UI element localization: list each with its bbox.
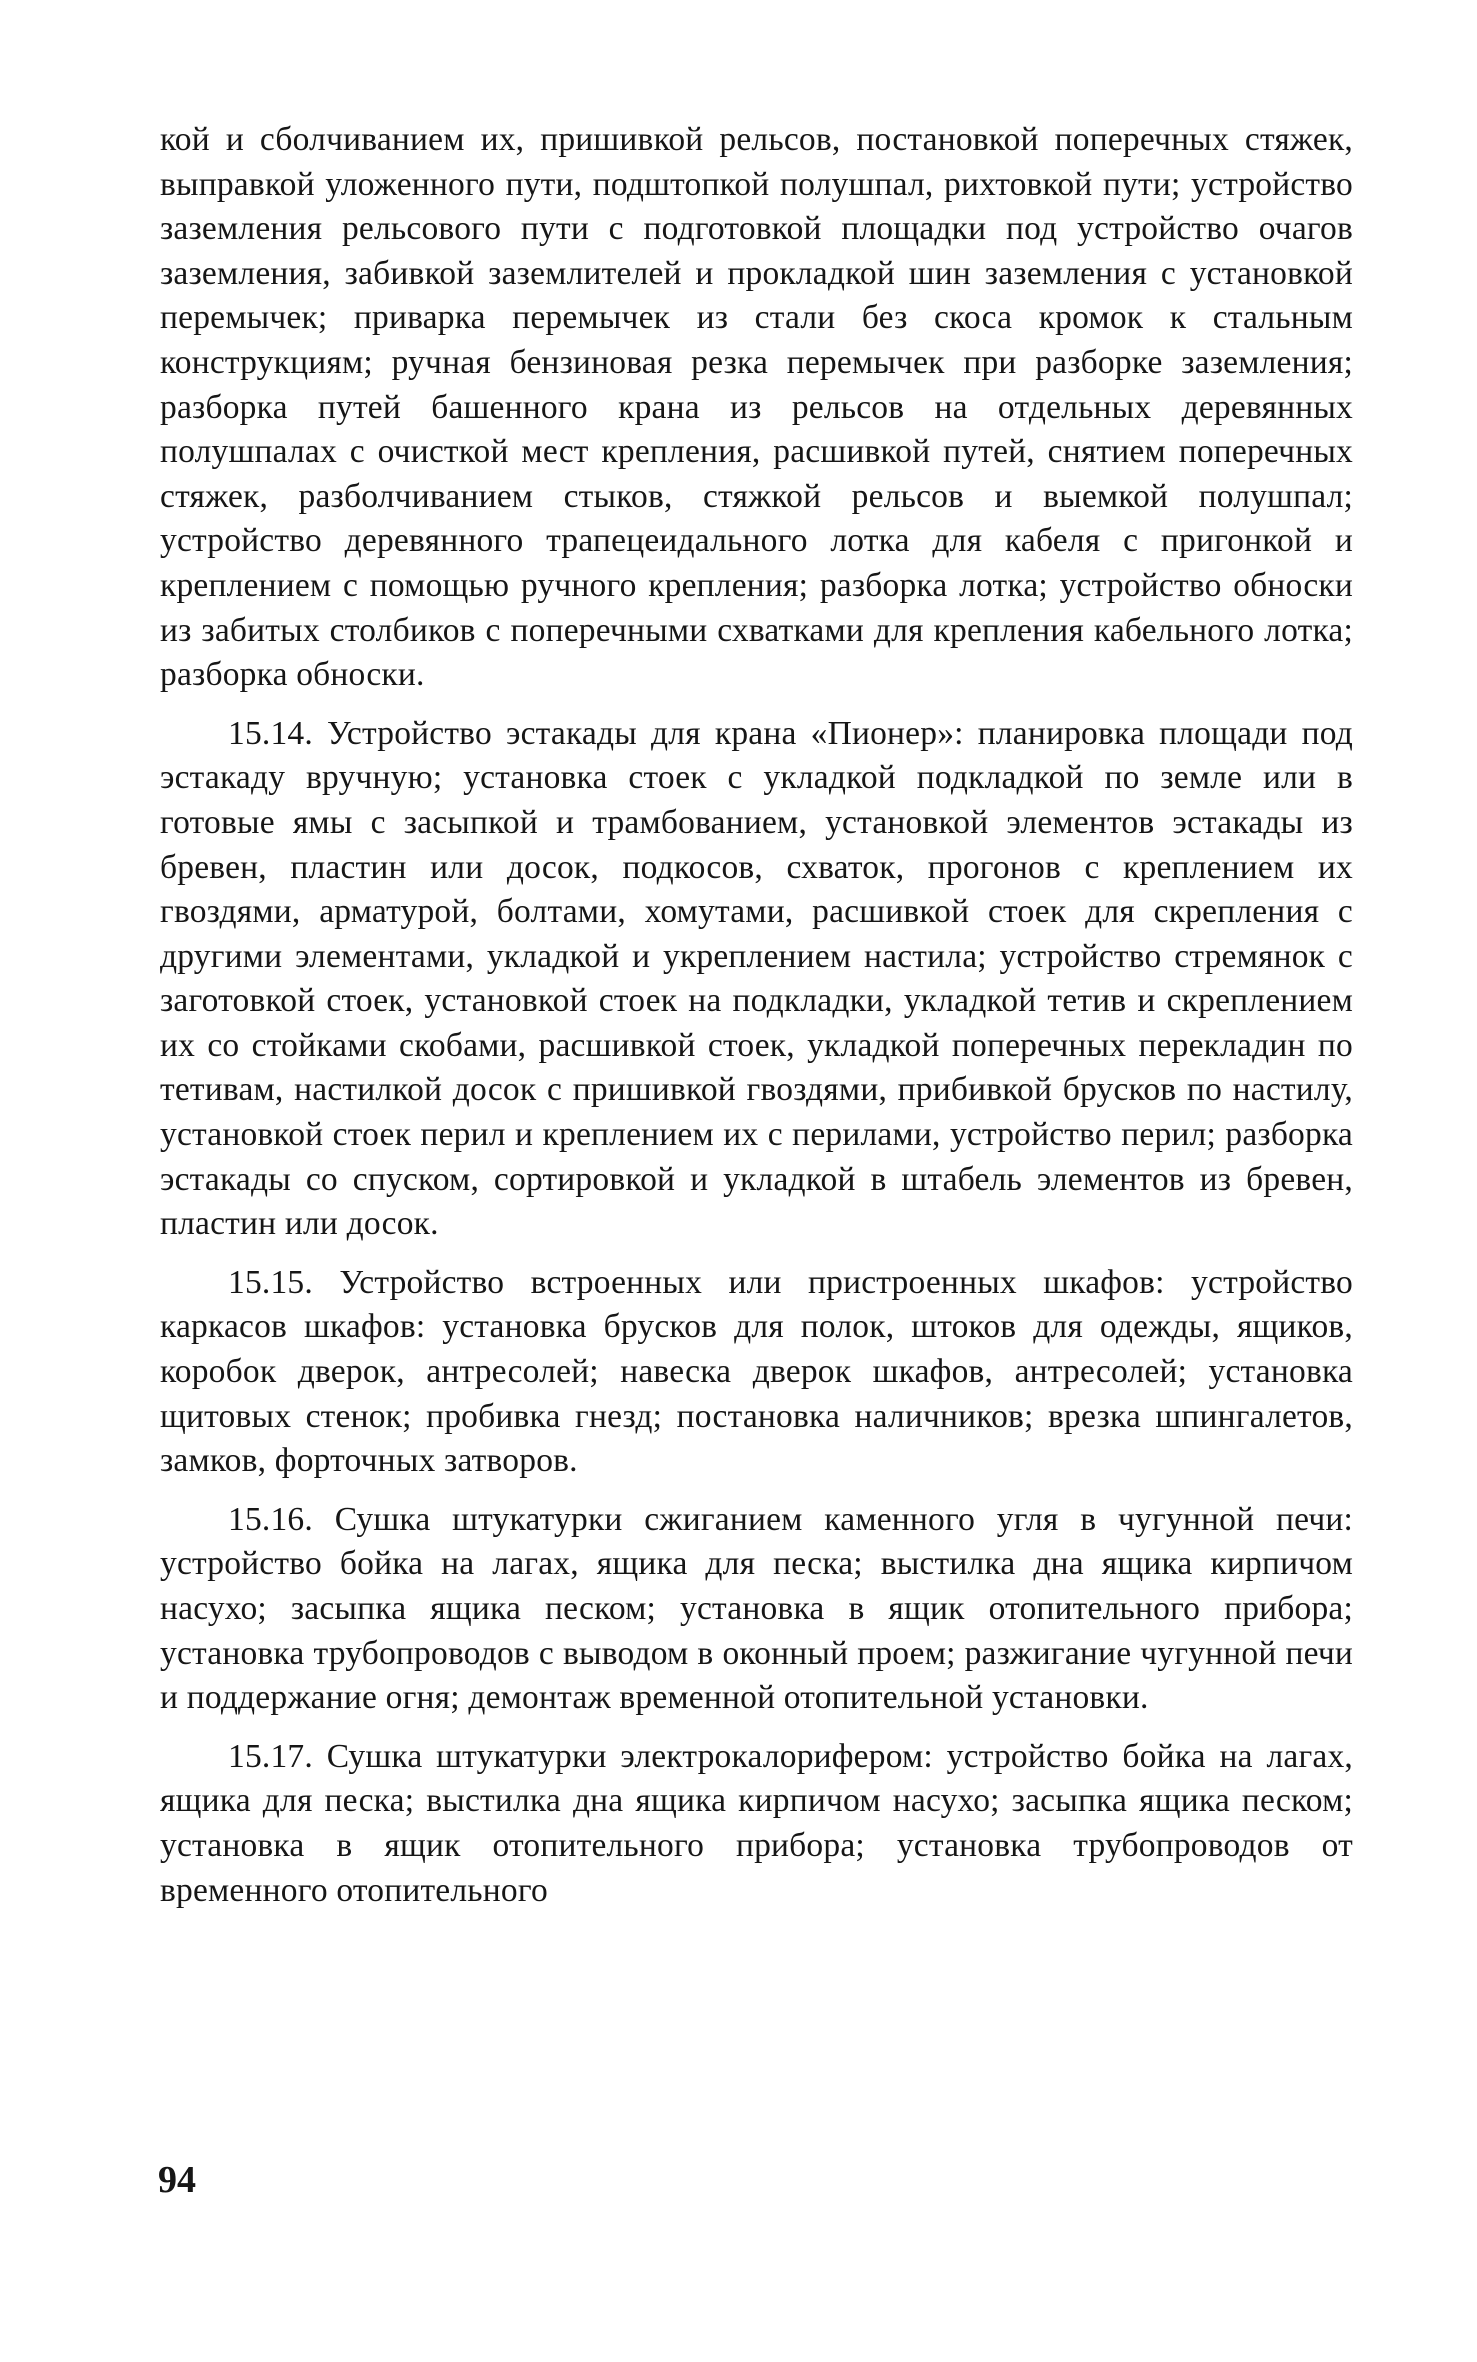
page-number: 94 <box>158 2159 196 2201</box>
paragraph-text: Устройство эстакады для крана «Пионер»: планировка площади под эстакаду вручную; установка стоек с укладкой подкладкой по земле или в готовые ямы с засыпкой и трамбованием, установкой элементов эстакады из бревен, пластин или досок, подкосов, схваток, прогонов с креплением их гвоздями, арматурой, болтами, хомутами, расшивкой стоек для скрепления с другими элементами, укладкой и укреплением настила; устройство стремянок с заготовкой стоек, установкой стоек на подкладки, укладкой тетив и скреплением их со стойками скобами, расшивкой стоек, укладкой поперечных перекладин по тетивам, настилкой досок с пришивкой гвоздями, прибивкой брусков по настилу, установкой стоек перил и креплением их с перилами, устройство перил; разборка эстакады со спуском, сортировкой и укладкой в штабель элементов из бревен, пластин или досок. <box>160 714 1353 1243</box>
paragraph-number: 15.14. <box>228 714 313 752</box>
paragraph-number: 15.16. <box>228 1500 313 1538</box>
paragraph-text: Сушка штукатурки сжиганием каменного угля в чугунной печи: устройство бойка на лагах, ящика для песка; выстилка дна ящика кирпичом насухо; засыпка ящика песком; установка в ящик отопительного прибора; установка трубопроводов с выводом в оконный проем; разжигание чугунной печи и поддержание огня; демонтаж временной отопительной установки. <box>160 1500 1354 1717</box>
paragraph-text: кой и сболчиванием их, пришивкой рельсов, постановкой поперечных стяжек, выправкой уложенного пути, подштопкой полушпал, рихтовкой пути; устройство заземления рельсового пути с подготовкой площадки под устройство очагов заземления, забивкой заземлителей и прокладкой шин заземления с установкой перемычек; приварка перемычек из стали без скоса кромок к стальным конструкциям; ручная бензиновая резка перемычек при разборке заземления; разборка путей башенного крана из рельсов на отдельных деревянных полушпалах с очисткой мест крепления, расшивкой путей, снятием поперечных стяжек, разболчиванием стыков, стяжкой рельсов и выемкой полушпал; устройство деревянного трапецеидального лотка для кабеля с пригонкой и креплением с помощью ручного крепления; разборка лотка; устройство обноски из забитых столбиков с поперечными схватками для крепления кабельного лотка; разборка обноски. <box>160 121 1353 694</box>
paragraph-text: Устройство встроенных или пристроенных шкафов: устройство каркасов шкафов: установка брусков для полок, штоков для одежды, ящиков, коробок дверок, антресолей; навеска дверок шкафов, антресолей; установка щитовых стенок; пробивка гнезд; постановка наличников; врезка шпингалетов, замков, форточных затворов. <box>160 1263 1353 1480</box>
paragraph-15-15 <box>160 1261 1353 1484</box>
paragraph-15-14 <box>160 712 1353 1247</box>
paragraph-15-17 <box>160 1735 1353 1913</box>
paragraph-number: 15.17. <box>228 1737 313 1775</box>
paragraph-continuation <box>160 118 1353 698</box>
paragraph-text: Сушка штукатурки электрокалорифером: устройство бойка на лагах, ящика для песка; выстилка дна ящика кирпичом насухо; засыпка ящика песком; установка в ящик отопительного прибора; установка трубопроводов от временного отопительного <box>160 1737 1353 1909</box>
page-body <box>160 118 1353 1913</box>
paragraph-15-16 <box>160 1498 1353 1721</box>
paragraph-number: 15.15. <box>228 1263 313 1301</box>
